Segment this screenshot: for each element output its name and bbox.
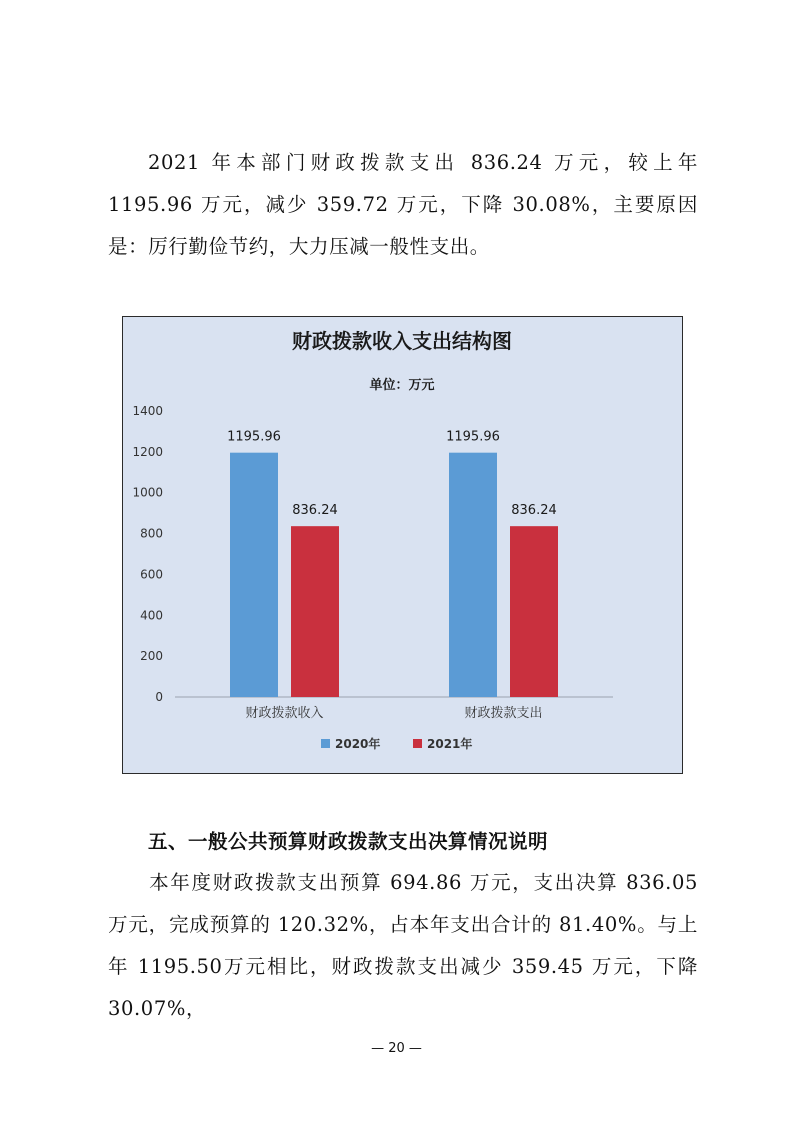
legend-label: 2021年 — [427, 737, 473, 751]
chart-title: 财政拨款收入支出结构图 — [292, 329, 512, 353]
y-tick-label: 800 — [140, 526, 163, 541]
y-tick-label: 200 — [140, 649, 163, 664]
legend-label: 2020年 — [335, 737, 381, 751]
y-axis — [132, 404, 163, 704]
legend-swatch — [321, 739, 330, 748]
data-label: 1195.96 — [227, 429, 281, 445]
y-tick-label: 600 — [140, 567, 163, 582]
bar-2-2 — [510, 526, 558, 697]
x-axis — [175, 697, 613, 721]
bar-2-1 — [449, 453, 497, 697]
legend — [321, 736, 472, 751]
y-tick-label: 1400 — [132, 404, 163, 418]
paragraph-expenditure-summary — [108, 142, 698, 268]
y-tick-label: 1200 — [132, 444, 163, 459]
bar-chart — [123, 317, 681, 772]
y-tick-label: 1000 — [132, 485, 163, 500]
x-tick-label: 财政拨款支出 — [464, 706, 543, 721]
legend-swatch — [413, 739, 422, 748]
chart-frame — [122, 316, 683, 774]
y-tick-label: 0 — [155, 690, 163, 704]
section-heading: 五、一般公共预算财政拨款支出决算情况说明 — [148, 830, 549, 853]
paragraph-general-budget — [108, 862, 698, 1030]
page-number: — 20 — — [371, 1041, 422, 1056]
chart-subtitle: 单位：万元 — [369, 378, 435, 393]
y-tick-label: 400 — [140, 608, 163, 623]
bars — [227, 430, 558, 697]
x-tick-label: 财政拨款收入 — [245, 706, 324, 721]
bar-1-2 — [291, 526, 339, 697]
data-label: 1195.96 — [446, 429, 500, 445]
data-label: 836.24 — [511, 503, 557, 519]
paragraph-text: 本年度财政拨款支出预算 694.86 万元，支出决算 836.05 万元，完成预算的 120.32%，占本年支出合计的 81.40%。与上年 1195.50万元相比，财政拨款支出减少 359.45 万元，下降 30.07%， — [108, 871, 698, 1020]
paragraph-text: 2021 年本部门财政拨款支出 836.24 万元，较上年 1195.96 万元，减少 359.72 万元，下降 30.08%，主要原因是：厉行勤俭节约，大力压减一般性支出。 — [108, 151, 698, 258]
data-label: 836.24 — [292, 503, 338, 519]
bar-1-1 — [230, 453, 278, 697]
